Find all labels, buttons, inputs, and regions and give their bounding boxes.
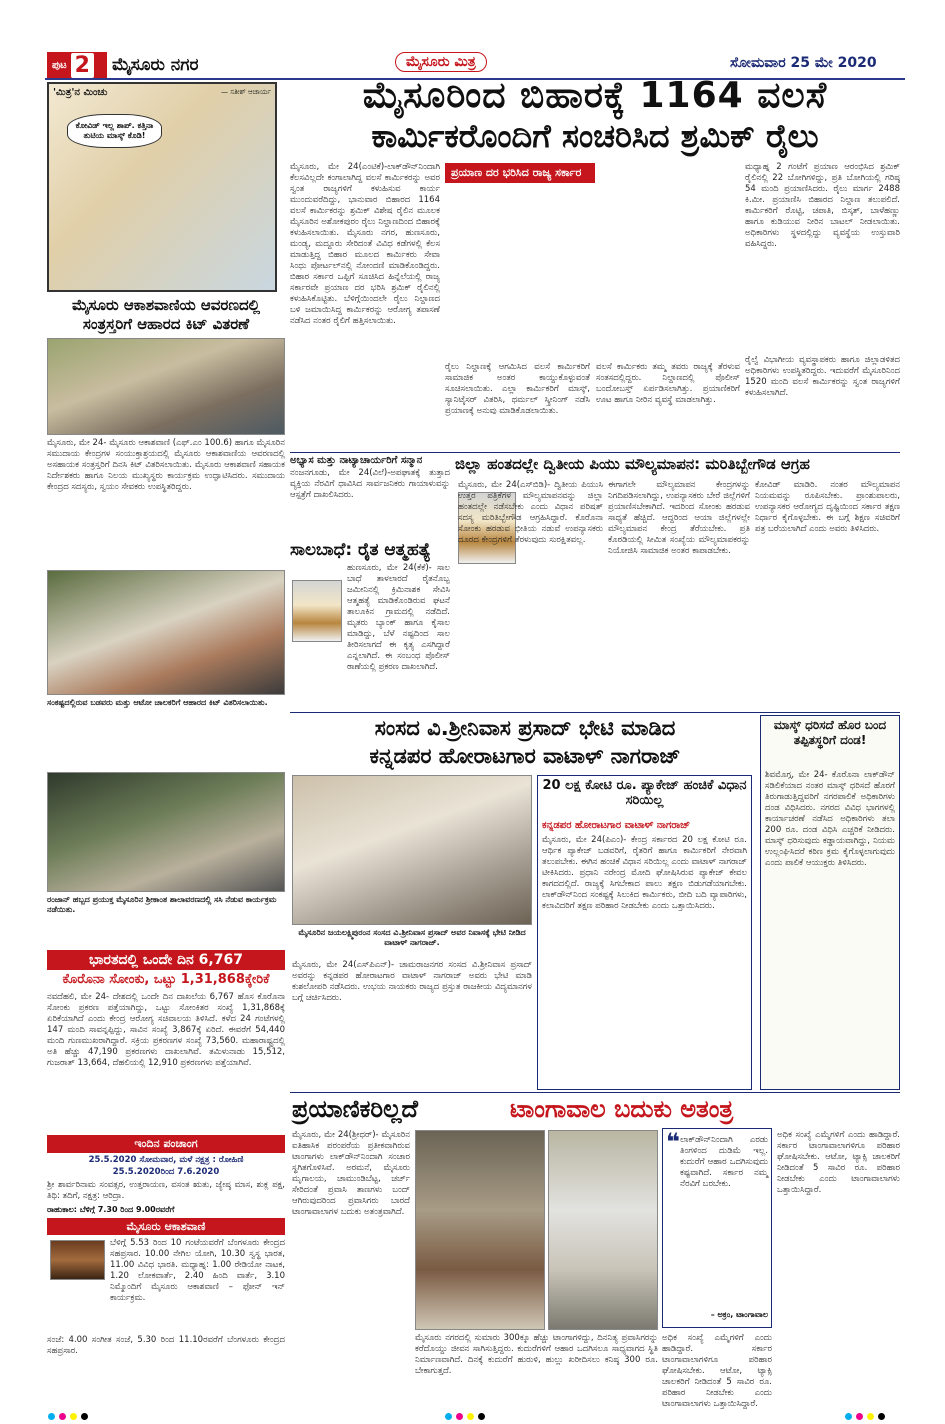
cyan-dot-icon — [845, 1413, 852, 1420]
cyan-dot-icon — [48, 1413, 55, 1420]
tonga-body1: ಮೈಸೂರು, ಮೇ 24(ಶ್ರೀಧರ್)- ಮೈಸೂರಿನ ಐತಿಹಾಸಿಕ ಪರಂಪರೆಯ ಪ್ರತೀಕವಾಗಿರುವ ಟಾಂಗಾಗಳು ಲಾಕ್‌ಡೌನ್‌ನಿಂದಾಗಿ ಸಂಚಾರ ಸ್ಥಗಿತಗೊಳಿಸಿವೆ. ಅರಮನೆ, ಮೈಸೂರು ಮೃಗಾಲಯ, ಚಾಮುಂಡಿಬೆಟ್ಟ, ಚರ್ಚ್ ಸೇರಿದಂತೆ ಪ್ರವಾಸಿ ತಾಣಗಳು ಬಂದ್ ಆಗಿರುವುದರಿಂದ ಪ್ರವಾಸಿಗರು ಬಾರದೆ ಟಾಂಗಾವಾಲಾಗಳ ಬದುಕು ಅತಂತ್ರವಾಗಿದೆ. — [292, 1130, 410, 1217]
radio-night: ಸಂಜೆ: 4.00 ಸಂಗೀತ ಸಂಜೆ, 5.30 ರಿಂದ 11.10ರವರೆಗೆ ಬೆಂಗಳೂರು ಕೇಂದ್ರದ ಸಹಪ್ರಸಾರ. — [47, 1335, 285, 1356]
lead-body-middle2: ವಲಸೆ ಕಾರ್ಮಿಕರು ತಮ್ಮ ತವರು ರಾಜ್ಯಕ್ಕೆ ತೆರಳುವ ಸಂತಸದಲ್ಲಿದ್ದರು. ನಿಲ್ದಾಣದಲ್ಲಿ ಪೊಲೀಸ್ ಬಂದೋಬಸ್ತ್ ಏರ್ಪಡಿಸಲಾಗಿತ್ತು. ಪ್ರಯಾಣಿಕರಿಗೆ ಊಟ ಹಾಗೂ ನೀರಿನ ವ್ಯವಸ್ಥೆ ಮಾಡಲಾಗಿತ್ತು. — [596, 362, 740, 405]
tonga-body2: ಮೈಸೂರು ನಗರದಲ್ಲಿ ಸುಮಾರು 300ಕ್ಕೂ ಹೆಚ್ಚು ಟಾಂಗಾಗಳಿದ್ದು, ದಿನನಿತ್ಯ ಪ್ರವಾಸಿಗರನ್ನು ಕರೆದೊಯ್ದು ಜೀವನ ಸಾಗಿಸುತ್ತಿದ್ದರು. ಕುದುರೆಗಳಿಗೆ ಆಹಾರ ಒದಗಿಸಲೂ ಸಾಧ್ಯವಾಗದ ಸ್ಥಿತಿ ನಿರ್ಮಾಣವಾಗಿದೆ. ದಿನಕ್ಕೆ ಕುದುರೆಗೆ ಹುರುಳಿ, ಹುಲ್ಲು ಖರೀದಿಸಲು ಕನಿಷ್ಠ 300 ರೂ. ಬೇಕಾಗುತ್ತದೆ. — [415, 1333, 658, 1376]
exam-headline: ಜಿಲ್ಲಾ ಹಂತದಲ್ಲೇ ದ್ವಿತೀಯ ಪಿಯು ಮೌಲ್ಯಮಾಪನ: ಮರಿತಿಬ್ಬೇಗೌಡ ಆಗ್ರಹ — [455, 455, 810, 473]
magenta-dot-icon — [59, 1413, 66, 1420]
cartoon-frame — [47, 82, 277, 292]
color-registration-marks — [845, 1405, 889, 1424]
fine-title: ಮಾಸ್ಕ್ ಧರಿಸದೆ ಹೊರ ಬಂದ ತಪ್ಪಿತಸ್ಥರಿಗೆ ದಂಡ! — [773, 718, 887, 747]
quote-mark-icon: ❝ — [666, 1128, 681, 1156]
visit-caption: ಮೈಸೂರಿನ ಜಯಲಕ್ಷ್ಮಿಪುರಂನ ಸಂಸದ ವಿ.ಶ್ರೀನಿವಾಸ ಪ್ರಸಾದ್ ಅವರ ನಿವಾಸಕ್ಕೆ ಭೇಟಿ ನೀಡಿದ ವಾಟಾಳ್ ನಾಗರಾಜ್. — [298, 928, 526, 947]
page-number: 2 — [71, 53, 94, 78]
farmer-body: ಹುಣಸೂರು, ಮೇ 24(ಕೆಕೆ)- ಸಾಲ ಬಾಧೆ ತಾಳಲಾರದೆ ರೈತನೊಬ್ಬ ಜಮೀನಿನಲ್ಲಿ ಕ್ರಿಮಿನಾಶಕ ಸೇವಿಸಿ ಆತ್ಮಹತ್ಯೆ ಮಾಡಿಕೊಂಡಿರುವ ಘಟನೆ ತಾಲೂಕಿನ ಗ್ರಾಮದಲ್ಲಿ ನಡೆದಿದೆ. ಮೃತರು ಬ್ಯಾಂಕ್ ಹಾಗೂ ಕೈಸಾಲ ಮಾಡಿದ್ದು, ಬೆಳೆ ನಷ್ಟದಿಂದ ಸಾಲ ತೀರಿಸಲಾಗದೆ ಈ ಕೃತ್ಯ ಎಸಗಿದ್ದಾರೆ ಎನ್ನಲಾಗಿದೆ. ಈ ಸಂಬಂಧ ಪೊಲೀಸ್ ಠಾಣೆಯಲ್ಲಿ ಪ್ರಕರಣ ದಾಖಲಾಗಿದೆ. — [347, 563, 450, 672]
plant-caption: ರಂಜಾನ್ ಹಬ್ಬದ ಪ್ರಯುಕ್ತ ಮೈಸೂರಿನ ಶ್ರೀಕಾಂತ ಶಾಲಾವರಣದಲ್ಲಿ ಸಸಿ ನೆಡುವ ಕಾರ್ಯಕ್ರಮ ನಡೆಯಿತು. — [47, 895, 277, 914]
lead-body-left: ಮೈಸೂರು, ಮೇ 24(ಎಂಟಿಕೆ)-ಲಾಕ್‌ಡೌನ್‌ನಿಂದಾಗಿ ಕೆಲಸವಿಲ್ಲದೇ ಕಂಗಾಲಾಗಿದ್ದ ವಲಸೆ ಕಾರ್ಮಿಕರನ್ನು ಅವರ ಸ್ವಂತ ರಾಜ್ಯಗಳಿಗೆ ಕಳುಹಿಸುವ ಕಾರ್ಯ ಮುಂದುವರೆದಿದ್ದು, ಭಾನುವಾರ ಬಿಹಾರದ 1164 ವಲಸೆ ಕಾರ್ಮಿಕರನ್ನು ಶ್ರಮಿಕ್ ವಿಶೇಷ ರೈಲಿನ ಮೂಲಕ ಮೈಸೂರಿನ ಅಶೋಕಪುರಂ ರೈಲು ನಿಲ್ದಾಣದಿಂದ ಬಿಹಾರಕ್ಕೆ ಕಳುಹಿಸಲಾಯಿತು. ಮೈಸೂರು ನಗರ, ಹುಣಸೂರು, ಮಂಡ್ಯ, ಮದ್ದೂರು ಸೇರಿದಂತೆ ವಿವಿಧ ಕಡೆಗಳಲ್ಲಿ ಕೆಲಸ ಮಾಡುತ್ತಿದ್ದ ಬಿಹಾರ ಮೂಲದ ಕಾರ್ಮಿಕರು ಸೇವಾ ಸಿಂಧು ಪೋರ್ಟಲ್‌ನಲ್ಲಿ ನೋಂದಣಿ ಮಾಡಿಕೊಂಡಿದ್ದರು. ಬಿಹಾರ ಸರ್ಕಾರ ಒಪ್ಪಿಗೆ ಸೂಚಿಸಿದ ಹಿನ್ನೆಲೆಯಲ್ಲಿ ರಾಜ್ಯ ಸರ್ಕಾರವೇ ಪ್ರಯಾಣ ದರ ಭರಿಸಿ ಶ್ರಮಿಕ್ ರೈಲಿನಲ್ಲಿ ಕಳುಹಿಸಿಕೊಟ್ಟಿತು. ಬೆಳಿಗ್ಗೆಯಿಂದಲೇ ರೈಲು ನಿಲ್ದಾಣದ ಬಳಿ ಜಮಾಯಿಸಿದ್ದ ಕಾರ್ಮಿಕರನ್ನು ಆರೋಗ್ಯ ತಪಾಸಣೆ ನಡೆಸಿದ ನಂತರ ರೈಲಿಗೆ ಹತ್ತಿಸಲಾಯಿತು. — [290, 162, 440, 326]
divider — [290, 452, 900, 453]
yellow-dot-icon — [467, 1413, 474, 1420]
package-body: ಮೈಸೂರು, ಮೇ 24(ಪಿಎಂ)- ಕೇಂದ್ರ ಸರ್ಕಾರದ 20 ಲಕ್ಷ ಕೋಟಿ ರೂ. ಆರ್ಥಿಕ ಪ್ಯಾಕೇಜ್ ಬಡವರಿಗೆ, ರೈತರಿಗೆ ಹಾಗೂ ಕಾರ್ಮಿಕರಿಗೆ ನೇರವಾಗಿ ತಲುಪಬೇಕು. ಈಗಿನ ಹಂಚಿಕೆ ವಿಧಾನ ಸರಿಯಿಲ್ಲ ಎಂದು ವಾಟಾಳ್ ನಾಗರಾಜ್ ಟೀಕಿಸಿದರು. ಪ್ರಧಾನಿ ನರೇಂದ್ರ ಮೋದಿ ಘೋಷಿಸಿರುವ ಪ್ಯಾಕೇಜ್ ಕೇವಲ ಕಾಗದದಲ್ಲಿದೆ. ರಾಜ್ಯಕ್ಕೆ ಸಿಗಬೇಕಾದ ಪಾಲು ತಕ್ಷಣ ಬಿಡುಗಡೆಯಾಗಬೇಕು. ಲಾಕ್‌ಡೌನ್‌ನಿಂದ ಸಂಕಷ್ಟಕ್ಕೆ ಸಿಲುಕಿದ ಕಾರ್ಮಿಕರು, ಬೀದಿ ಬದಿ ವ್ಯಾಪಾರಿಗಳು, ಕಲಾವಿದರಿಗೆ ತಕ್ಷಣ ಪರಿಹಾರ ನೀಡಬೇಕು ಎಂದು ಒತ್ತಾಯಿಸಿದರು. — [542, 835, 747, 911]
panchanga-rahu: ರಾಹುಕಾಲ: ಬೆಳಿಗ್ಗೆ 7.30 ರಿಂದ 9.00ರವರೆಗೆ — [47, 1205, 175, 1214]
exam-body1: ಮೈಸೂರು, ಮೇ 24(ಎಸ್‌ಬಿಡಿ)- ದ್ವಿತೀಯ ಪಿಯುಸಿ ಉತ್ತರ ಪತ್ರಿಕೆಗಳ ಮೌಲ್ಯಮಾಪನವನ್ನು ಜಿಲ್ಲಾ ಹಂತದಲ್ಲೇ ನಡೆಸಬೇಕು ಎಂದು ವಿಧಾನ ಪರಿಷತ್ ಸದಸ್ಯ ಮರಿತಿಬ್ಬೇಗೌಡ ಆಗ್ರಹಿಸಿದ್ದಾರೆ. ಕೊರೊನಾ ಸೋಂಕು ಹರಡುವ ಭೀತಿಯ ನಡುವೆ ಉಪನ್ಯಾಸಕರು ದೂರದ ಕೇಂದ್ರಗಳಿಗೆ ತೆರಳುವುದು ಸುರಕ್ಷಿತವಲ್ಲ. — [458, 480, 603, 545]
lead-body-right: ಮಧ್ಯಾಹ್ನ 2 ಗಂಟೆಗೆ ಪ್ರಯಾಣ ಆರಂಭಿಸಿದ ಶ್ರಮಿಕ್ ರೈಲಿನಲ್ಲಿ 22 ಬೋಗಿಗಳಿದ್ದು, ಪ್ರತಿ ಬೋಗಿಯಲ್ಲಿ ಗರಿಷ್ಠ 54 ಮಂದಿ ಪ್ರಯಾಣಿಸಿದರು. ರೈಲು ಮಾರ್ಗ 2488 ಕಿ.ಮೀ. ಪ್ರಯಾಣಿಸಿ ಬಿಹಾರದ ನಿಲ್ದಾಣ ತಲುಪಲಿದೆ. ಕಾರ್ಮಿಕರಿಗೆ ರೊಟ್ಟಿ, ಚಪಾತಿ, ಬಿಸ್ಕತ್, ಬಾಳೆಹಣ್ಣು ಹಾಗೂ ಕುಡಿಯುವ ನೀರಿನ ಬಾಟಲ್ ನೀಡಲಾಯಿತು. ಅಧಿಕಾರಿಗಳು ಸ್ಥಳದಲ್ಲಿದ್ದು ವ್ಯವಸ್ಥೆಯ ಉಸ್ತುವಾರಿ ವಹಿಸಿದ್ದರು. — [745, 162, 900, 249]
masthead: ಮೈಸೂರು ಮಿತ್ರ — [395, 52, 487, 72]
mask-kicker: ಅಭ್ಯಾಸ ಮತ್ತು ನಾಟ್ಯಾಚಾರ್ಯರಿಗೆ ಸನ್ಮಾನ — [290, 455, 423, 466]
plant-photo — [47, 772, 285, 892]
cartoon-title: 'ಮಿತ್ರ'ನ ಮಿಂಚು — [53, 87, 108, 98]
visit-headline-1: ಸಂಸದ ವಿ.ಶ್ರೀನಿವಾಸ ಪ್ರಸಾದ್ ಭೇಟಿ ಮಾಡಿದ — [374, 716, 676, 740]
black-dot-icon — [878, 1413, 885, 1420]
radio-icon — [50, 1240, 105, 1280]
black-dot-icon — [81, 1413, 88, 1420]
cartoon-image — [49, 84, 275, 290]
magenta-dot-icon — [856, 1413, 863, 1420]
tonga-body3a: ಅಧಿಕ ಸಂಖ್ಯೆ ಎಮ್ಮೆಗಳಿಗೆ ಎಂದು ಹಾಡಿದ್ದಾರೆ. ಸರ್ಕಾರ ಟಾಂಗಾವಾಲಾಗಳಿಗೂ ಪರಿಹಾರ ಘೋಷಿಸಬೇಕು. ಆಟೋ, ಟ್ಯಾಕ್ಸಿ ಚಾಲಕರಿಗೆ ನೀಡಿದಂತೆ 5 ಸಾವಿರ ರೂ. ಪರಿಹಾರ ನೀಡಬೇಕು ಎಂದು ಟಾಂಗಾವಾಲಾಗಳು ಒತ್ತಾಯಿಸಿದ್ದಾರೆ. — [662, 1333, 772, 1409]
tongawala-photo — [548, 1130, 658, 1330]
package-title: 20 ಲಕ್ಷ ಕೋಟಿ ರೂ. ಪ್ಯಾಕೇಜ್ ಹಂಚಿಕೆ ವಿಧಾನ ಸರಿಯಿಲ್ಲ — [542, 778, 747, 808]
covid-title: ಭಾರತದಲ್ಲಿ ಒಂದೇ ದಿನ 6,767 — [47, 950, 285, 970]
radio-body: ಬೆಳಿಗ್ಗೆ 5.53 ರಿಂದ 10 ಗಂಟೆಯವರೆಗೆ ಬೆಂಗಳೂರು ಕೇಂದ್ರದ ಸಹಪ್ರಸಾರ. 10.00 ನೇಗಿಲ ಯೋಗಿ, 10.30 ಸ್ವಸ್ಥ ಭಾರತ, 11.00 ವಿವಿಧ ಭಾರತಿ. ಮಧ್ಯಾಹ್ನ: 1.00 ರೇಡಿಯೋ ನಾಟಕ, 1.20 ಲೋಕವಾರ್ತೆ, 2.40 ಹಿಂದಿ ವಾರ್ತೆ, 3.10 ನಿಮ್ಮೊಂದಿಗೆ ಮೈಸೂರು ಆಕಾಶವಾಣಿ – ಫೋನ್ ಇನ್ ಕಾರ್ಯಕ್ರಮ. — [110, 1238, 285, 1303]
panchanga-title: ಇಂದಿನ ಪಂಚಾಂಗ — [47, 1135, 285, 1153]
ration-caption: ಸಂಕಷ್ಟದಲ್ಲಿರುವ ಬಡವರು ಮತ್ತು ಆಟೋ ಚಾಲಕರಿಗೆ ಆಹಾರದ ಕಿಟ್ ವಿತರಿಸಲಾಯಿತು. — [47, 698, 268, 707]
package-kicker: ಕನ್ನಡಪರ ಹೋರಾಟಗಾರ ವಾಟಾಳ್ ನಾಗರಾಜ್ — [542, 820, 691, 831]
farmer-headline: ಸಾಲಬಾಧೆ: ರೈತ ಆತ್ಮಹತ್ಯೆ — [290, 540, 431, 560]
cartoon-artist: — ಸತೀಶ್ ಆಚಾರ್ಯ — [221, 88, 271, 96]
color-registration-marks — [48, 1405, 92, 1424]
fine-body: ಶಿವಮೊಗ್ಗ, ಮೇ 24- ಕೊರೊನಾ ಲಾಕ್‌ಡೌನ್ ಸಡಿಲಿಕೆಯಾದ ನಂತರ ಮಾಸ್ಕ್ ಧರಿಸದೆ ಹೊರಗೆ ತಿರುಗಾಡುತ್ತಿದ್ದವರಿಗೆ ನಗರಪಾಲಿಕೆ ಅಧಿಕಾರಿಗಳು ದಂಡ ವಿಧಿಸಿದರು. ನಗರದ ವಿವಿಧ ಭಾಗಗಳಲ್ಲಿ ಕಾರ್ಯಾಚರಣೆ ನಡೆಸಿದ ಅಧಿಕಾರಿಗಳು ತಲಾ 200 ರೂ. ದಂಡ ವಿಧಿಸಿ ಎಚ್ಚರಿಕೆ ನೀಡಿದರು. ಮಾಸ್ಕ್ ಧರಿಸುವುದು ಕಡ್ಡಾಯವಾಗಿದ್ದು, ನಿಯಮ ಉಲ್ಲಂಘಿಸಿದರೆ ಕಠಿಣ ಕ್ರಮ ಕೈಗೊಳ್ಳಲಾಗುವುದು ಎಂದು ಪಾಲಿಕೆ ಆಯುಕ್ತರು ತಿಳಿಸಿದರು. — [765, 770, 895, 868]
lead-body-middle: ರೈಲು ನಿಲ್ದಾಣಕ್ಕೆ ಆಗಮಿಸಿದ ವಲಸೆ ಕಾರ್ಮಿಕರಿಗೆ ಸಾಮಾಜಿಕ ಅಂತರ ಕಾಯ್ದುಕೊಳ್ಳುವಂತೆ ಸೂಚಿಸಲಾಯಿತು. ಎಲ್ಲಾ ಕಾರ್ಮಿಕರಿಗೆ ಮಾಸ್ಕ್, ಸ್ಯಾನಿಟೈಸರ್ ವಿತರಿಸಿ, ಥರ್ಮಲ್ ಸ್ಕ್ರೀನಿಂಗ್ ನಡೆಸಿ ಪ್ರಯಾಣಕ್ಕೆ ಅನುವು ಮಾಡಿಕೊಡಲಾಯಿತು. — [445, 362, 590, 416]
cartoon-speech-bubble: ಕೋವಿಡ್ ಇಲ್ಲ ಶಾಪ್. ಕತ್ತಿನಾ ತುಟಿಯ ಮಾಸ್ಕ್ ಕೊಡಿ! — [67, 114, 162, 148]
page-number-badge — [47, 52, 107, 78]
horse-photo — [415, 1130, 545, 1330]
farmer-portrait — [292, 580, 342, 642]
visit-body: ಮೈಸೂರು, ಮೇ 24(ಎಸ್‌ಪಿಎನ್)- ಚಾಮರಾಜನಗರ ಸಂಸದ ವಿ.ಶ್ರೀನಿವಾಸ ಪ್ರಸಾದ್ ಅವರನ್ನು ಕನ್ನಡಪರ ಹೋರಾಟಗಾರ ವಾಟಾಳ್ ನಾಗರಾಜ್ ಅವರು ಭೇಟಿ ಮಾಡಿ ಕುಶಲೋಪರಿ ನಡೆಸಿದರು. ಉಭಯ ನಾಯಕರು ರಾಜ್ಯದ ಪ್ರಸ್ತುತ ರಾಜಕೀಯ ವಿದ್ಯಮಾನಗಳ ಬಗ್ಗೆ ಚರ್ಚಿಸಿದರು. — [292, 960, 532, 1003]
page-label: ಪುಟ — [52, 59, 67, 71]
train-photo — [445, 163, 740, 359]
tonga-body3: ಅಧಿಕ ಸಂಖ್ಯೆ ಎಮ್ಮೆಗಳಿಗೆ ಎಂದು ಹಾಡಿದ್ದಾರೆ. ಸರ್ಕಾರ ಟಾಂಗಾವಾಲಾಗಳಿಗೂ ಪರಿಹಾರ ಘೋಷಿಸಬೇಕು. ಆಟೋ, ಟ್ಯಾಕ್ಸಿ ಚಾಲಕರಿಗೆ ನೀಡಿದಂತೆ 5 ಸಾವಿರ ರೂ. ಪರಿಹಾರ ನೀಡಬೇಕು ಎಂದು ಟಾಂಗಾವಾಲಾಗಳು ಒತ್ತಾಯಿಸಿದ್ದಾರೆ. — [777, 1130, 900, 1195]
exam-body2: ಈಗಾಗಲೇ ಮೌಲ್ಯಮಾಪನ ಕೇಂದ್ರಗಳನ್ನು ನಿಗದಿಪಡಿಸಲಾಗಿದ್ದು, ಉಪನ್ಯಾಸಕರು ಬೇರೆ ಜಿಲ್ಲೆಗಳಿಗೆ ಪ್ರಯಾಣಿಸಬೇಕಾಗಿದೆ. ಇದರಿಂದ ಸೋಂಕು ಹರಡುವ ಸಾಧ್ಯತೆ ಹೆಚ್ಚಿದೆ. ಆದ್ದರಿಂದ ಆಯಾ ಜಿಲ್ಲೆಗಳಲ್ಲೇ ಮೌಲ್ಯಮಾಪನ ಕೇಂದ್ರ ತೆರೆಯಬೇಕು. ಪ್ರತಿ ಕೊಠಡಿಯಲ್ಲಿ ಸೀಮಿತ ಸಂಖ್ಯೆಯ ಮೌಲ್ಯಮಾಪಕರನ್ನು ನಿಯೋಜಿಸಿ ಸಾಮಾಜಿಕ ಅಂತರ ಕಾಪಾಡಬೇಕು. — [608, 480, 750, 556]
color-registration-marks — [445, 1405, 489, 1424]
cyan-dot-icon — [445, 1413, 452, 1420]
ration-body: ಮೈಸೂರು, ಮೇ 24- ಮೈಸೂರು ಆಕಾಶವಾಣಿ (ಎಫ್.ಎಂ 100.6) ಹಾಗೂ ಮೈಸೂರಿನ ಸಮುದಾಯ ಕೇಂದ್ರಗಳ ಸಂಯುಕ್ತಾಶ್ರಯದಲ್ಲಿ ಮೈಸೂರು ಆಕಾಶವಾಣಿಯ ಆವರಣದಲ್ಲಿ ಅಸಹಾಯಕ ಸಂತ್ರಸ್ತರಿಗೆ ದಿನಸಿ ಕಿಟ್ ವಿತರಿಸಲಾಯಿತು. ಮೈಸೂರು ಆಕಾಶವಾಣಿ ಸಹಾಯಕ ನಿರ್ದೇಶಕರು ಹಾಗೂ ನಿಲಯ ಮುಖ್ಯಸ್ಥರು ಕಾರ್ಯಕ್ರಮ ಉದ್ಘಾಟಿಸಿದರು. ಸಮುದಾಯ ಕೇಂದ್ರದ ಸದಸ್ಯರು, ಸ್ವಯಂ ಸೇವಕರು ಉಪಸ್ಥಿತರಿದ್ದರು. — [47, 438, 285, 492]
black-dot-icon — [478, 1413, 485, 1420]
visit-photo — [292, 775, 532, 925]
ration-kit-photo — [47, 570, 285, 695]
exam-body3: ಕೋವಿಡ್ ಮಾಡಿರಿ. ನಂತರ ಮೌಲ್ಯಮಾಪನ ನಿಯಮವನ್ನು ರೂಪಿಸಬೇಕು. ಪ್ರಾಂಶುಪಾಲರು, ಉಪನ್ಯಾಸಕರ ಆರೋಗ್ಯದ ದೃಷ್ಟಿಯಿಂದ ಸರ್ಕಾರ ತಕ್ಷಣ ನಿರ್ಧಾರ ಕೈಗೊಳ್ಳಬೇಕು. ಈ ಬಗ್ಗೆ ಶಿಕ್ಷಣ ಸಚಿವರಿಗೆ ಪತ್ರ ಬರೆಯಲಾಗಿದೆ ಎಂದು ಅವರು ತಿಳಿಸಿದರು. — [755, 480, 900, 534]
ration-photo — [47, 338, 285, 435]
quote-text: ಲಾಕ್‌ಡೌನ್‌ನಿಂದಾಗಿ ಎರಡು ತಿಂಗಳಿಂದ ದುಡಿಮೆ ಇಲ್ಲ. ಕುದುರೆಗೆ ಆಹಾರ ಒದಗಿಸುವುದು ಕಷ್ಟವಾಗಿದೆ. ಸರ್ಕಾರ ನಮ್ಮ ನೆರವಿಗೆ ಬರಬೇಕು. — [680, 1135, 768, 1189]
lead-body-right2: ರೈಲ್ವೆ ವಿಭಾಗೀಯ ವ್ಯವಸ್ಥಾಪಕರು ಹಾಗೂ ಜಿಲ್ಲಾಡಳಿತದ ಅಧಿಕಾರಿಗಳು ಉಪಸ್ಥಿತರಿದ್ದರು. ಇದುವರೆಗೆ ಮೈಸೂರಿನಿಂದ 1520 ಮಂದಿ ವಲಸೆ ಕಾರ್ಮಿಕರನ್ನು ಸ್ವಂತ ರಾಜ್ಯಗಳಿಗೆ ಕಳುಹಿಸಲಾಗಿದೆ. — [745, 355, 900, 398]
lead-headline-1: ಮೈಸೂರಿಂದ ಬಿಹಾರಕ್ಕೆ 1164 ವಲಸೆ — [362, 75, 828, 116]
yellow-dot-icon — [867, 1413, 874, 1420]
divider — [290, 1092, 900, 1093]
radio-title: ಮೈಸೂರು ಆಕಾಶವಾಣಿ — [47, 1218, 285, 1235]
panchanga-body: ಶ್ರೀ ಶಾರ್ವರಿನಾಮ ಸಂವತ್ಸರ, ಉತ್ತರಾಯಣ, ವಸಂತ ಋತು, ಜ್ಯೇಷ್ಠ ಮಾಸ, ಶುಕ್ಲ ಪಕ್ಷ, ತಿಥಿ: ತದಿಗೆ, ನಕ್ಷತ್ರ: ಆರಿದ್ರಾ. — [47, 1180, 285, 1201]
lead-photo-banner: ಪ್ರಯಾಣ ದರ ಭರಿಸಿದ ರಾಜ್ಯ ಸರ್ಕಾರ — [445, 163, 595, 183]
section-title: ಮೈಸೂರು ನಗರ — [112, 55, 199, 75]
lead-headline-2: ಕಾರ್ಮಿಕರೊಂದಿಗೆ ಸಂಚರಿಸಿದ ಶ್ರಮಿಕ್ ರೈಲು — [371, 117, 819, 155]
ration-headline: ಮೈಸೂರು ಆಕಾಶವಾಣಿಯ ಆವರಣದಲ್ಲಿ ಸಂತ್ರಸ್ತರಿಗೆ ಆಹಾರದ ಕಿಟ್ ವಿತರಣೆ — [71, 296, 260, 333]
covid-body: ನವದೆಹಲಿ, ಮೇ 24- ದೇಶದಲ್ಲಿ ಒಂದೇ ದಿನ ದಾಖಲೆಯ 6,767 ಹೊಸ ಕೊರೊನಾ ಸೋಂಕು ಪ್ರಕರಣ ಪತ್ತೆಯಾಗಿದ್ದು, ಒಟ್ಟು ಸೋಂಕಿತರ ಸಂಖ್ಯೆ 1,31,868ಕ್ಕೆ ಏರಿಕೆಯಾಗಿದೆ ಎಂದು ಕೇಂದ್ರ ಆರೋಗ್ಯ ಸಚಿವಾಲಯ ತಿಳಿಸಿದೆ. ಕಳೆದ 24 ಗಂಟೆಗಳಲ್ಲಿ 147 ಮಂದಿ ಸಾವನ್ನಪ್ಪಿದ್ದು, ಸಾವಿನ ಸಂಖ್ಯೆ 3,867ಕ್ಕೆ ಏರಿದೆ. ಈವರೆಗೆ 54,440 ಮಂದಿ ಗುಣಮುಖರಾಗಿದ್ದಾರೆ. ಸಕ್ರಿಯ ಪ್ರಕರಣಗಳ ಸಂಖ್ಯೆ 73,560. ಮಹಾರಾಷ್ಟ್ರದಲ್ಲಿ ಅತಿ ಹೆಚ್ಚು 47,190 ಪ್ರಕರಣಗಳು ದಾಖಲಾಗಿವೆ. ತಮಿಳುನಾಡು 15,512, ಗುಜರಾತ್ 13,664, ದೆಹಲಿಯಲ್ಲಿ 12,910 ಪ್ರಕರಣಗಳು ಪತ್ತೆಯಾಗಿವೆ. — [47, 992, 285, 1068]
panchanga-line2: 25.5.2020ರಿಂದ 7.6.2020 — [112, 1167, 220, 1177]
mask-body: ನಂಜನಗೂಡು, ಮೇ 24(ವಿಲೆ)-ಅಪಘಾತಕ್ಕೆ ತುತ್ತಾದ ವ್ಯಕ್ತಿಯ ನೆರವಿಗೆ ಧಾವಿಸಿದ ಸಾರ್ವಜನಿಕರು ಗಾಯಾಳುವನ್ನು ಆಸ್ಪತ್ರೆಗೆ ದಾಖಲಿಸಿದರು. — [290, 468, 450, 500]
magenta-dot-icon — [456, 1413, 463, 1420]
quote-byline: – ಅಕ್ರಂ, ಟಾಂಗಾವಾಲ — [710, 1310, 768, 1319]
divider — [290, 712, 900, 713]
issue-date: ಸೋಮವಾರ 25 ಮೇ 2020 — [730, 55, 877, 71]
covid-subtitle: ಕೊರೊನಾ ಸೋಂಕು, ಒಟ್ಟು 1,31,868ಕ್ಕೇರಿಕೆ — [62, 972, 270, 987]
tonga-headline-2: ಟಾಂಗಾವಾಲ ಬದುಕು ಅತಂತ್ರ — [510, 1095, 734, 1123]
panchanga-line1: 25.5.2020 ಸೋಮವಾರ, ಮಳೆ ನಕ್ಷತ್ರ : ರೋಹಿಣಿ — [88, 1155, 244, 1165]
tonga-headline-1: ಪ್ರಯಾಣಿಕರಿಲ್ಲದೆ — [292, 1095, 418, 1123]
visit-headline-2: ಕನ್ನಡಪರ ಹೋರಾಟಗಾರ ವಾಟಾಳ್ ನಾಗರಾಜ್ — [369, 744, 681, 768]
yellow-dot-icon — [70, 1413, 77, 1420]
